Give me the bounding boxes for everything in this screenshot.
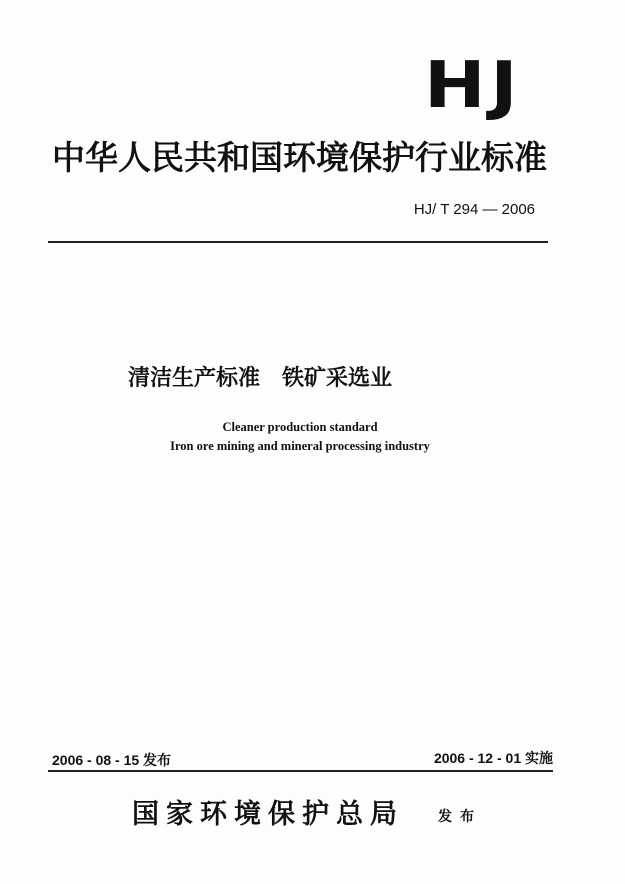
- issue-date: 2006 - 08 - 15 发布: [52, 752, 172, 768]
- publisher-name: 国家环境保护总局: [132, 799, 404, 830]
- english-title-line2: Iron ore mining and mineral processing industry: [170, 439, 430, 453]
- effective-date: 2006 - 12 - 01 实施: [433, 750, 553, 766]
- bottom-divider: [48, 770, 553, 772]
- standard-number: HJ/ T 294 — 2006: [413, 201, 535, 218]
- english-title-line1: Cleaner production standard: [222, 420, 378, 434]
- chinese-title-part1: 清洁生产标准: [128, 366, 261, 391]
- top-divider: [48, 241, 548, 243]
- chinese-title-part2: 铁矿采选业: [282, 366, 393, 391]
- hj-logo: HJ: [424, 49, 523, 123]
- chinese-title: [128, 362, 392, 396]
- issuer-title: 中华人民共和国环境保护行业标准: [52, 138, 547, 177]
- publish-label: 发布: [438, 809, 482, 825]
